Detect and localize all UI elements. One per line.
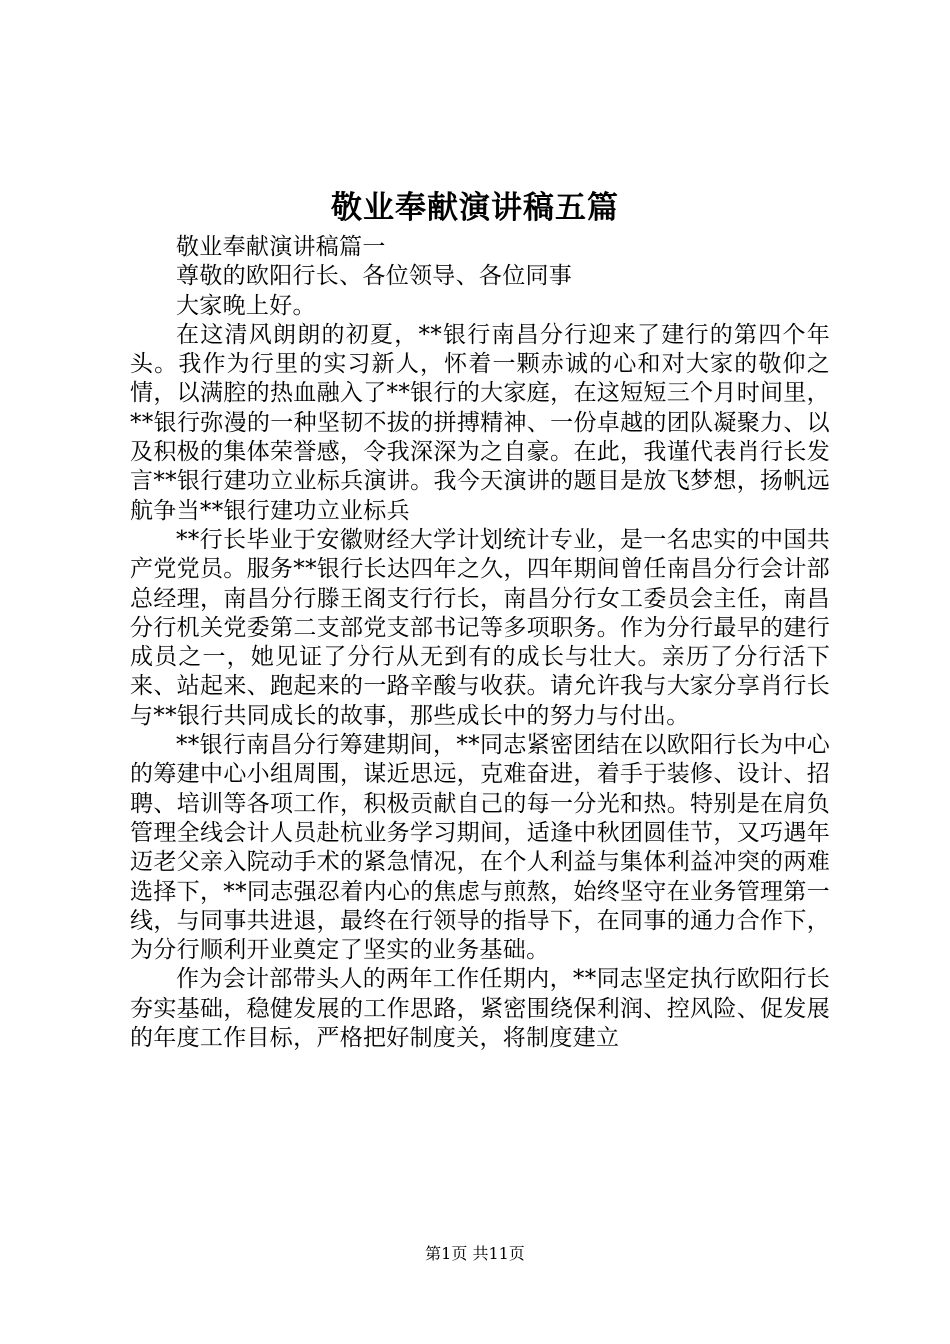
document-title: 敬业奉献演讲稿五篇 (331, 190, 619, 226)
page-footer: 第1页 共11页 (425, 1244, 525, 1263)
paragraph: **银行南昌分行筹建期间，**同志紧密团结在以欧阳行长为中心的筹建中心小组周围，谋近思远，克难奋进，着手于装修、设计、招聘、培训等各项工作，积极贡献自己的每一分光和热。特别是在肩负管理全线会计人员赴杭业务学习期间，适逢中秋团圆佳节，又巧遇年迈老父亲入院动手术的紧急情况，在个人利益与集体利益冲突的两难选择下，**同志强忍着内心的焦虑与煎熬，始终坚守在业务管理第一线，与同事共进退，最终在行领导的指导下，在同事的通力合作下，为分行顺利开业奠定了坚实的业务基础。 (130, 732, 830, 964)
greeting: 大家晚上好。 (176, 292, 316, 319)
salutation: 尊敬的欧阳行长、各位领导、各位同事 (176, 263, 573, 290)
paragraph: **行长毕业于安徽财经大学计划统计专业，是一名忠实的中国共产党党员。服务**银行长达四年之久，四年期间曾任南昌分行会计部总经理，南昌分行滕王阁支行行长，南昌分行女工委员会主任，南昌分行机关党委第二支部党支部书记等多项职务。作为分行最早的建行成员之一，她见证了分行从无到有的成长与壮大。亲历了分行活下来、站起来、跑起来的一路辛酸与收获。请允许我与大家分享肖行长与**银行共同成长的故事，那些成长中的努力与付出。 (130, 526, 830, 729)
document-body (130, 233, 830, 1053)
paragraph: 在这清风朗朗的初夏，**银行南昌分行迎来了建行的第四个年头。我作为行里的实习新人，怀着一颗赤诚的心和对大家的敬仰之情，以满腔的热血融入了**银行的大家庭，在这短短三个月时间里，**银行弥漫的一种坚韧不拔的拼搏精神、一份卓越的团队凝聚力、以及积极的集体荣誉感，令我深深为之自豪。在此，我谨代表肖行长发言**银行建功立业标兵演讲。我今天演讲的题目是放飞梦想，扬帆远航争当**银行建功立业标兵 (130, 321, 830, 524)
section-heading: 敬业奉献演讲稿篇一 (176, 234, 386, 260)
paragraph: 作为会计部带头人的两年工作任期内，**同志坚定执行欧阳行长夯实基础，稳健发展的工作思路，紧密围绕保利润、控风险、促发展的年度工作目标，严格把好制度关，将制度建立 (130, 966, 830, 1052)
